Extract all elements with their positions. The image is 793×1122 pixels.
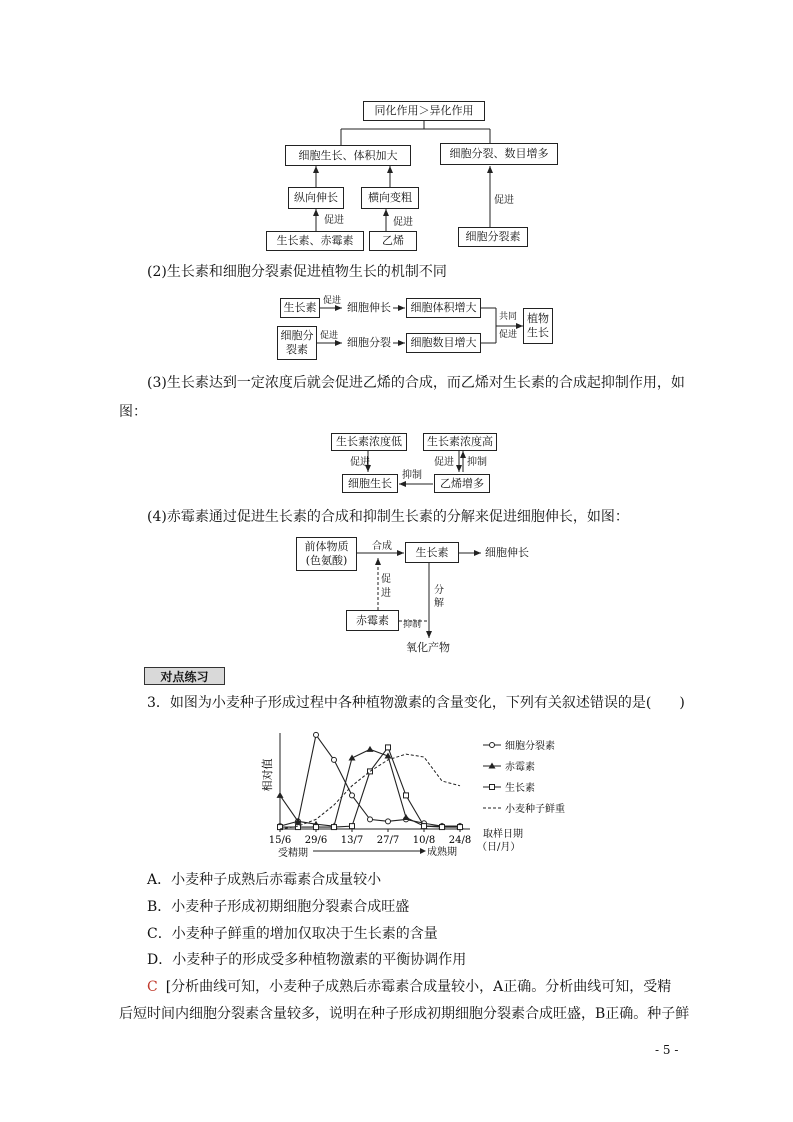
data-point xyxy=(367,746,374,752)
legend xyxy=(483,739,565,815)
box-d3-elongation: 细胞生长 xyxy=(342,474,398,493)
option-a[interactable]: A．小麦种子成熟后赤霉素合成量较小 xyxy=(147,872,382,888)
box-cell-growth: 细胞生长、体积加大 xyxy=(285,145,411,166)
data-point xyxy=(349,754,356,760)
series-line-2 xyxy=(280,747,460,827)
x-tick-label: 13/7 xyxy=(340,835,364,846)
legend-marker-2 xyxy=(490,785,495,790)
paragraph-3-line1: (3)生长素达到一定浓度后就会促进乙烯的合成，而乙烯对生长素的合成起抑制作用，如 xyxy=(147,375,685,391)
answer-line-1 xyxy=(147,977,671,997)
box-low: 生长素浓度低 xyxy=(331,433,407,451)
cytokinin-line-a: 细胞分 xyxy=(280,329,314,342)
data-point xyxy=(440,825,445,830)
label-d3-promote-1: 促进 xyxy=(350,457,370,468)
option-c[interactable]: C．小麦种子鲜重的增加仅取决于生长素的含量 xyxy=(147,926,438,942)
label-decomp-a: 分 xyxy=(434,585,444,596)
label-promote-b: 促进 xyxy=(320,331,339,341)
plant-line-a: 植物 xyxy=(527,312,549,325)
xlabel-a: 取样日期 xyxy=(483,829,523,840)
label-decomp-b: 解 xyxy=(434,598,444,609)
y-axis-label: 相对值 xyxy=(261,758,274,792)
label-elongation: 细胞伸长 xyxy=(347,301,391,314)
data-point xyxy=(458,825,463,830)
box-top: 同化作用＞异化作用 xyxy=(363,101,485,121)
paragraph-2: (2)生长素和细胞分裂素促进植物生长的机制不同 xyxy=(147,264,447,280)
period-arrow-head xyxy=(420,848,426,854)
box-vertical: 纵向伸长 xyxy=(288,187,344,209)
x-tick-label: 29/6 xyxy=(304,835,328,846)
data-point xyxy=(350,793,355,798)
box-ethylene: 乙烯 xyxy=(369,231,417,251)
data-point xyxy=(314,825,319,830)
legend-label-3: 小麦种子鲜重 xyxy=(505,804,565,815)
paragraph-4: (4)赤霉素通过促进生长素的合成和抑制生长素的分解来促进细胞伸长，如图： xyxy=(147,509,629,525)
box-auxin: 生长素 xyxy=(280,298,320,318)
legend-label-1: 赤霉素 xyxy=(505,762,535,773)
data-point xyxy=(422,824,427,829)
label-d4-promote-a: 促 xyxy=(381,574,391,585)
box-precursor xyxy=(296,537,357,571)
answer-line-2: 后短时间内细胞分裂素含量较多，说明在种子形成初期细胞分裂素合成旺盛，B正确。种子鲜 xyxy=(119,1006,690,1022)
label-d4-elongation: 细胞伸长 xyxy=(485,546,529,559)
section-title: 对点练习 xyxy=(160,669,209,684)
data-point xyxy=(332,825,337,830)
data-point xyxy=(277,792,284,798)
label-oxid: 氧化产物 xyxy=(406,641,450,654)
label-synth: 合成 xyxy=(372,541,392,552)
legend-label-0: 细胞分裂素 xyxy=(505,741,555,752)
label-d3-inhibit-2: 抑制 xyxy=(402,470,422,481)
data-point xyxy=(403,814,410,820)
x-extra-b: 成熟期 xyxy=(427,847,457,858)
label-promote-1: 促进 xyxy=(324,215,344,226)
box-auxin-ga: 生长素、赤霉素 xyxy=(266,231,364,251)
x-ticks xyxy=(269,829,471,846)
box-d4-auxin: 生长素 xyxy=(405,542,459,563)
label-d3-inhibit-1: 抑制 xyxy=(467,457,487,468)
data-point xyxy=(386,745,391,750)
x-tick-label: 10/8 xyxy=(412,835,436,846)
data-point xyxy=(332,757,337,762)
cytokinin-line-b: 裂素 xyxy=(286,343,308,356)
option-d[interactable]: D．小麦种子的形成受多种植物激素的平衡协调作用 xyxy=(147,952,467,968)
x-tick-label: 15/6 xyxy=(268,835,292,846)
section-header xyxy=(144,667,225,685)
legend-marker-0 xyxy=(490,743,495,748)
answer-letter: C xyxy=(147,979,158,995)
answer-text-1: [分析曲线可知，小麦种子成熟后赤霉素合成量较小，A正确。分析曲线可知，受精 xyxy=(165,979,672,995)
label-promote-a: 促进 xyxy=(323,296,342,306)
label-promote-3: 促进 xyxy=(494,195,514,206)
box-number: 细胞数目增大 xyxy=(406,333,481,353)
legend-label-2: 生长素 xyxy=(505,783,535,794)
label-d4-promote-b: 进 xyxy=(381,588,391,599)
data-point xyxy=(368,817,373,822)
box-high: 生长素浓度高 xyxy=(423,433,497,451)
chart-svg xyxy=(255,725,565,860)
label-d4-inhibit: 抑制 xyxy=(403,620,422,630)
series-group xyxy=(277,732,464,829)
data-point xyxy=(314,732,319,737)
question-3: 3．如图为小麦种子形成过程中各种植物激素的含量变化，下列有关叙述错误的是( ) xyxy=(147,695,685,711)
hormone-chart xyxy=(255,725,565,860)
x-tick-label: 24/8 xyxy=(448,835,472,846)
label-jointly-b: 促进 xyxy=(499,330,518,340)
page-number: - 5 - xyxy=(655,1043,679,1057)
data-point xyxy=(350,824,355,829)
box-cell-division: 细胞分裂、数目增多 xyxy=(440,143,558,165)
box-cytokinin: 细胞分裂素 xyxy=(458,227,528,247)
plant-line-b: 生长 xyxy=(527,326,549,339)
option-b[interactable]: B．小麦种子形成初期细胞分裂素合成旺盛 xyxy=(147,899,410,915)
series-line-1 xyxy=(280,749,460,826)
box-ga: 赤霉素 xyxy=(346,610,399,631)
box-horizontal: 横向变粗 xyxy=(361,187,419,209)
precursor-line-a: 前体物质 xyxy=(304,540,349,553)
xlabel-b: （日/月） xyxy=(477,842,521,853)
x-extra-a: 受精期 xyxy=(278,848,308,859)
paragraph-3-line2: 图： xyxy=(119,404,147,420)
label-promote-2: 促进 xyxy=(393,217,413,228)
box-d3-ethylene: 乙烯增多 xyxy=(434,474,490,493)
x-tick-label: 27/7 xyxy=(376,835,400,846)
label-division: 细胞分裂 xyxy=(347,336,391,349)
label-jointly-a: 共同 xyxy=(499,312,518,322)
data-point xyxy=(386,819,391,824)
label-d3-promote-2: 促进 xyxy=(434,457,454,468)
precursor-line-b: (色氨酸) xyxy=(305,554,348,567)
box-volume: 细胞体积增大 xyxy=(406,298,481,318)
data-point xyxy=(404,793,409,798)
